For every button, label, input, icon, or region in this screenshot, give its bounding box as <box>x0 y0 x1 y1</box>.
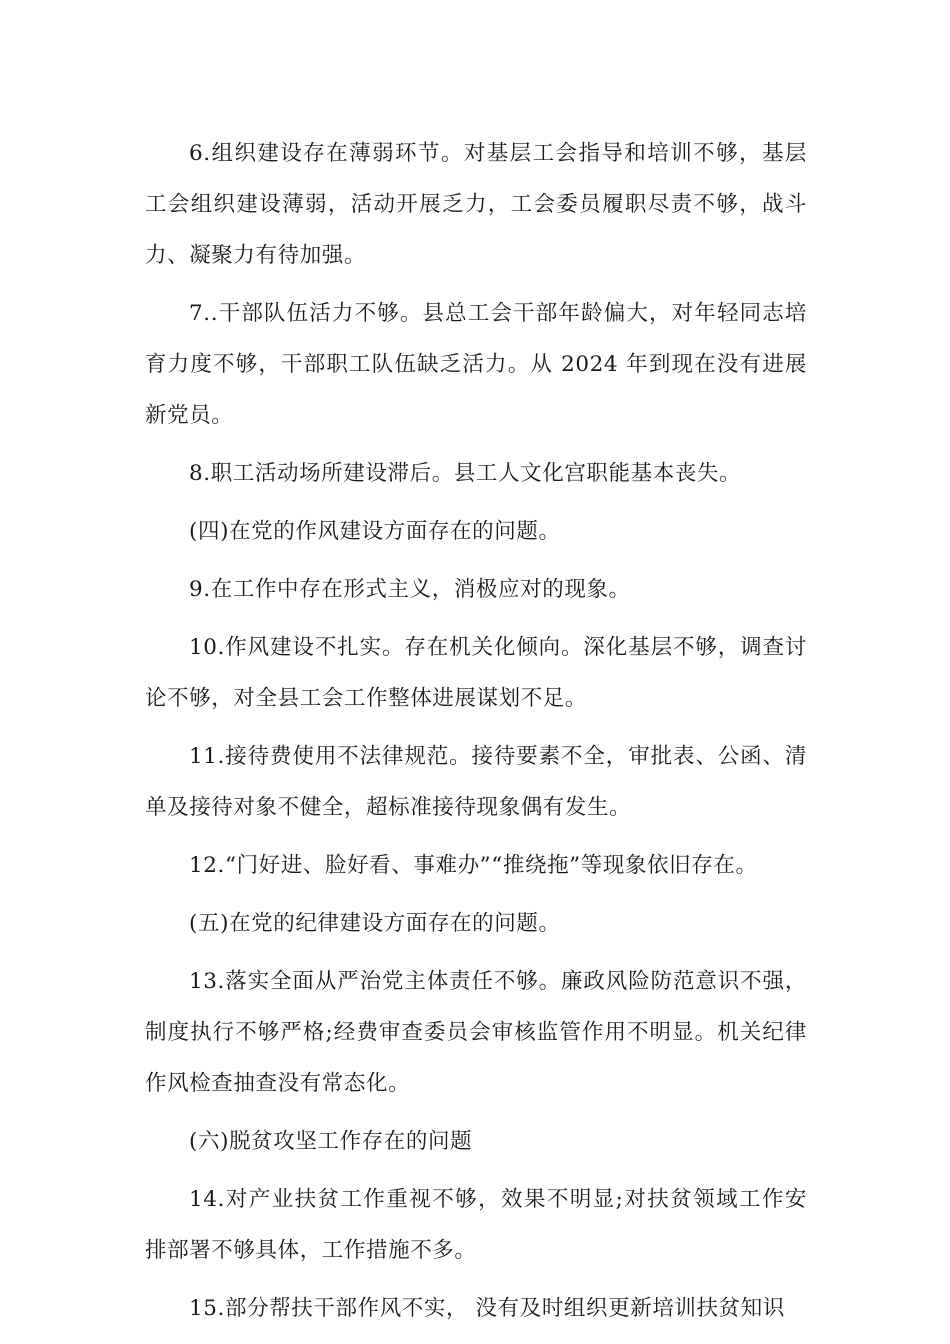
paragraph-8: 8.职工活动场所建设滞后。县工人文化宫职能基本丧失。 <box>189 461 742 486</box>
paragraph-10: 10.作风建设不扎实。存在机关化倾向。深化基层不够，调查讨论不够，对全县工会工作整体进展谋划不足。 <box>145 635 807 711</box>
document-body <box>145 128 807 1341</box>
paragraph-13: 13.落实全面从严治党主体责任不够。廉政风险防范意识不强，制度执行不够严格;经费审查委员会审核监管作用不明显。机关纪律作风检查抽查没有常态化。 <box>145 969 807 1096</box>
section-heading-4: (四)在党的作风建设方面存在的问题。 <box>189 519 561 544</box>
paragraph-7: 7..干部队伍活力不够。县总工会干部年龄偏大，对年轻同志培育力度不够，干部职工队伍缺乏活力。从 2024 年到现在没有进展新党员。 <box>145 301 807 428</box>
paragraph-14: 14.对产业扶贫工作重视不够，效果不明显;对扶贫领域工作安排部署不够具体，工作措施不多。 <box>145 1187 807 1263</box>
section-heading-6: (六)脱贫攻坚工作存在的问题 <box>189 1129 473 1154</box>
paragraph-11: 11.接待费使用不法律规范。接待要素不全，审批表、公函、清单及接待对象不健全，超标准接待现象偶有发生。 <box>145 744 807 820</box>
paragraph-9: 9.在工作中存在形式主义，消极应对的现象。 <box>189 577 631 602</box>
section-heading-5: (五)在党的纪律建设方面存在的问题。 <box>189 911 561 936</box>
paragraph-6: 6.组织建设存在薄弱环节。对基层工会指导和培训不够，基层工会组织建设薄弱，活动开展乏力，工会委员履职尽责不够，战斗力、凝聚力有待加强。 <box>145 141 807 268</box>
paragraph-15: 15.部分帮扶干部作风不实， 没有及时组织更新培训扶贫知识 <box>189 1296 785 1321</box>
paragraph-12: 12.“门好进、脸好看、事难办”“推绕拖”等现象依旧存在。 <box>189 853 758 878</box>
